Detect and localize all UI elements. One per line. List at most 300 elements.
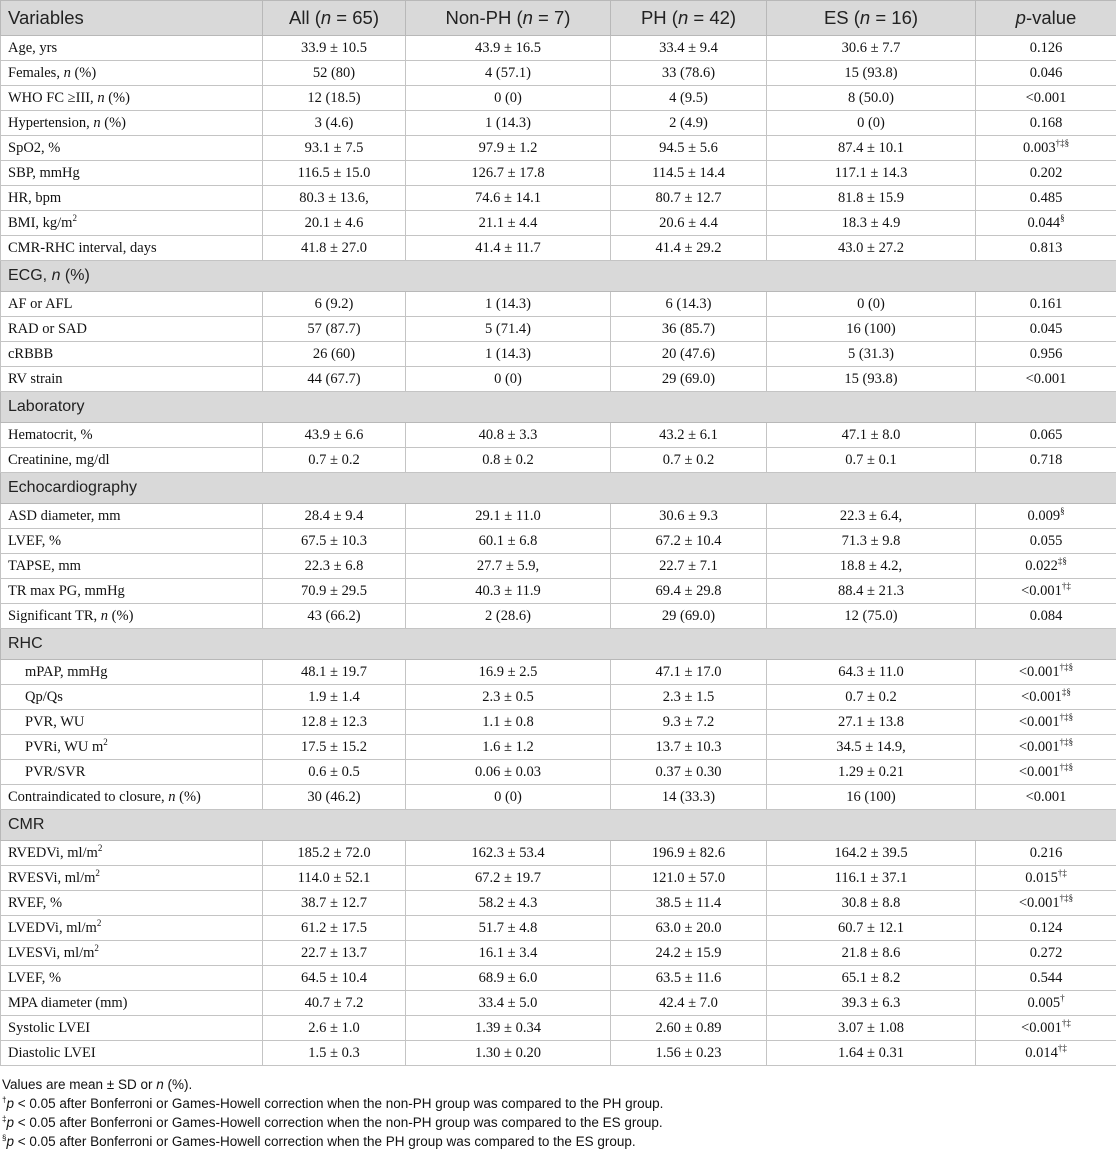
- header-variables: Variables: [1, 1, 263, 36]
- p-value-text: <0.001: [1018, 714, 1060, 730]
- cell-es: 5 (31.3): [767, 342, 976, 367]
- significance-marks: †‡: [1057, 868, 1067, 879]
- row-label: RAD or SAD: [1, 317, 263, 342]
- cell-es: 116.1 ± 37.1: [767, 866, 976, 891]
- cell-all: 2.6 ± 1.0: [263, 1016, 406, 1041]
- cell-all: 114.0 ± 52.1: [263, 866, 406, 891]
- section-header-row: [1, 261, 1116, 292]
- cell-non-ph: 1.1 ± 0.8: [406, 710, 611, 735]
- significance-marks: †‡§: [1059, 762, 1074, 773]
- cell-es: 164.2 ± 39.5: [767, 841, 976, 866]
- row-label: Contraindicated to closure, n (%): [1, 785, 263, 810]
- cell-all: 20.1 ± 4.6: [263, 211, 406, 236]
- cell-ph: 2.3 ± 1.5: [611, 685, 767, 710]
- cell-ph: 121.0 ± 57.0: [611, 866, 767, 891]
- significance-marks: †‡§: [1059, 712, 1074, 723]
- p-value-text: 0.015: [1025, 870, 1058, 886]
- table-row: [1, 529, 1116, 554]
- cell-ph: 20.6 ± 4.4: [611, 211, 767, 236]
- cell-all: 28.4 ± 9.4: [263, 504, 406, 529]
- section-header-row: [1, 473, 1116, 504]
- cell-non-ph: 1.39 ± 0.34: [406, 1016, 611, 1041]
- cell-es: 0.7 ± 0.1: [767, 448, 976, 473]
- cell-ph: 9.3 ± 7.2: [611, 710, 767, 735]
- p-value-text: <0.001: [1025, 90, 1067, 106]
- table-row: [1, 660, 1116, 685]
- cell-ph: 67.2 ± 10.4: [611, 529, 767, 554]
- cell-non-ph: 1.6 ± 1.2: [406, 735, 611, 760]
- section-header-row: [1, 629, 1116, 660]
- cell-es: 64.3 ± 11.0: [767, 660, 976, 685]
- cell-ph: 63.5 ± 11.6: [611, 966, 767, 991]
- cell-non-ph: 97.9 ± 1.2: [406, 136, 611, 161]
- p-value-text: 0.813: [1029, 240, 1063, 256]
- p-value-text: <0.001: [1018, 764, 1060, 780]
- cell-ph: 33.4 ± 9.4: [611, 36, 767, 61]
- cell-ph: 1.56 ± 0.23: [611, 1041, 767, 1066]
- cell-ph: 29 (69.0): [611, 367, 767, 392]
- cell-es: 15 (93.8): [767, 61, 976, 86]
- cell-non-ph: 1.30 ± 0.20: [406, 1041, 611, 1066]
- cell-all: 17.5 ± 15.2: [263, 735, 406, 760]
- row-label: HR, bpm: [1, 186, 263, 211]
- cell-p-value: [976, 916, 1116, 941]
- cell-p-value: [976, 1041, 1116, 1066]
- section-header-row: [1, 810, 1116, 841]
- cell-non-ph: 74.6 ± 14.1: [406, 186, 611, 211]
- cell-es: 1.64 ± 0.31: [767, 1041, 976, 1066]
- p-value-text: 0.124: [1029, 920, 1063, 936]
- cell-all: 52 (80): [263, 61, 406, 86]
- cell-p-value: [976, 685, 1116, 710]
- cell-ph: 41.4 ± 29.2: [611, 236, 767, 261]
- cell-all: 3 (4.6): [263, 111, 406, 136]
- cell-all: 12 (18.5): [263, 86, 406, 111]
- p-value-text: 0.014: [1025, 1045, 1058, 1061]
- table-body: [1, 36, 1116, 1066]
- p-value-text: <0.001: [1025, 371, 1067, 387]
- cell-es: 30.6 ± 7.7: [767, 36, 976, 61]
- cell-es: 3.07 ± 1.08: [767, 1016, 976, 1041]
- p-value-text: <0.001: [1021, 1020, 1062, 1036]
- p-value-text: <0.001: [1021, 583, 1062, 599]
- cell-p-value: [976, 111, 1116, 136]
- cell-all: 30 (46.2): [263, 785, 406, 810]
- cell-non-ph: 40.3 ± 11.9: [406, 579, 611, 604]
- cell-all: 185.2 ± 72.0: [263, 841, 406, 866]
- table-row: [1, 186, 1116, 211]
- cell-all: 22.7 ± 13.7: [263, 941, 406, 966]
- cell-non-ph: 2 (28.6): [406, 604, 611, 629]
- header-all: All (n = 65): [263, 1, 406, 36]
- cell-ph: 33 (78.6): [611, 61, 767, 86]
- cell-non-ph: 1 (14.3): [406, 111, 611, 136]
- p-value-text: 0.005: [1027, 995, 1061, 1011]
- significance-marks: †‡: [1061, 581, 1071, 592]
- row-label: Significant TR, n (%): [1, 604, 263, 629]
- footnote: †p < 0.05 after Bonferroni or Games-Howell correction when the non-PH group was compared to the PH group.: [2, 1095, 664, 1111]
- cell-es: 21.8 ± 8.6: [767, 941, 976, 966]
- p-value-text: <0.001: [1018, 895, 1060, 911]
- cell-p-value: [976, 186, 1116, 211]
- row-label: AF or AFL: [1, 292, 263, 317]
- cell-p-value: [976, 604, 1116, 629]
- cell-all: 33.9 ± 10.5: [263, 36, 406, 61]
- cell-p-value: [976, 448, 1116, 473]
- cell-es: 47.1 ± 8.0: [767, 423, 976, 448]
- cell-non-ph: 40.8 ± 3.3: [406, 423, 611, 448]
- table-row: [1, 966, 1116, 991]
- section-title: CMR: [1, 810, 1116, 841]
- cell-p-value: [976, 236, 1116, 261]
- cell-ph: 38.5 ± 11.4: [611, 891, 767, 916]
- cell-es: 22.3 ± 6.4,: [767, 504, 976, 529]
- cell-es: 34.5 ± 14.9,: [767, 735, 976, 760]
- table-row: [1, 61, 1116, 86]
- cell-ph: 196.9 ± 82.6: [611, 841, 767, 866]
- cell-es: 27.1 ± 13.8: [767, 710, 976, 735]
- table-row: [1, 604, 1116, 629]
- p-value-text: 0.055: [1029, 533, 1063, 549]
- cell-non-ph: 2.3 ± 0.5: [406, 685, 611, 710]
- significance-marks: †‡§: [1059, 893, 1074, 904]
- cell-non-ph: 58.2 ± 4.3: [406, 891, 611, 916]
- table-row: [1, 579, 1116, 604]
- cell-all: 80.3 ± 13.6,: [263, 186, 406, 211]
- p-value-text: 0.126: [1029, 40, 1063, 56]
- cell-p-value: [976, 966, 1116, 991]
- cell-ph: 0.7 ± 0.2: [611, 448, 767, 473]
- cell-non-ph: 41.4 ± 11.7: [406, 236, 611, 261]
- significance-marks: †‡§: [1059, 662, 1074, 673]
- cell-non-ph: 67.2 ± 19.7: [406, 866, 611, 891]
- cell-all: 6 (9.2): [263, 292, 406, 317]
- cell-ph: 13.7 ± 10.3: [611, 735, 767, 760]
- row-label: Systolic LVEI: [1, 1016, 263, 1041]
- row-label: Diastolic LVEI: [1, 1041, 263, 1066]
- section-title: ECG, n (%): [1, 261, 1116, 292]
- cell-ph: 0.37 ± 0.30: [611, 760, 767, 785]
- cell-es: 60.7 ± 12.1: [767, 916, 976, 941]
- cell-ph: 30.6 ± 9.3: [611, 504, 767, 529]
- p-value-text: 0.544: [1029, 970, 1063, 986]
- significance-marks: †: [1060, 993, 1065, 1004]
- significance-marks: †‡: [1057, 1043, 1067, 1054]
- cell-p-value: [976, 342, 1116, 367]
- cell-es: 0 (0): [767, 111, 976, 136]
- cell-ph: 20 (47.6): [611, 342, 767, 367]
- cell-p-value: [976, 760, 1116, 785]
- row-label: SpO2, %: [1, 136, 263, 161]
- row-label: LVEDVi, $ml/m^2$: [1, 916, 263, 941]
- cell-non-ph: 0 (0): [406, 785, 611, 810]
- table-row: [1, 866, 1116, 891]
- cell-es: 15 (93.8): [767, 367, 976, 392]
- significance-marks: ‡§: [1057, 556, 1067, 567]
- p-value-text: <0.001: [1018, 739, 1060, 755]
- cell-all: 1.9 ± 1.4: [263, 685, 406, 710]
- cell-non-ph: 1 (14.3): [406, 292, 611, 317]
- cell-p-value: [976, 660, 1116, 685]
- footnote: Values are mean ± SD or n (%).: [2, 1077, 193, 1092]
- row-label: RVESVi, $ml/m^2$: [1, 866, 263, 891]
- cell-non-ph: 33.4 ± 5.0: [406, 991, 611, 1016]
- cell-p-value: [976, 735, 1116, 760]
- p-value-text: 0.065: [1029, 427, 1063, 443]
- cell-all: 44 (67.7): [263, 367, 406, 392]
- cell-non-ph: 1 (14.3): [406, 342, 611, 367]
- cell-non-ph: 126.7 ± 17.8: [406, 161, 611, 186]
- table-row: [1, 916, 1116, 941]
- row-label: Females, n (%): [1, 61, 263, 86]
- cell-ph: 47.1 ± 17.0: [611, 660, 767, 685]
- cell-non-ph: 43.9 ± 16.5: [406, 36, 611, 61]
- cell-es: 16 (100): [767, 785, 976, 810]
- row-label: mPAP, mmHg: [1, 660, 263, 685]
- table-row: [1, 685, 1116, 710]
- table-row: [1, 554, 1116, 579]
- row-label: Creatinine, mg/dl: [1, 448, 263, 473]
- footnote: ‡p < 0.05 after Bonferroni or Games-Howell correction when the non-PH group was compared to the ES group.: [2, 1114, 663, 1130]
- cell-p-value: [976, 941, 1116, 966]
- cell-ph: 4 (9.5): [611, 86, 767, 111]
- cell-non-ph: 162.3 ± 53.4: [406, 841, 611, 866]
- cell-ph: 43.2 ± 6.1: [611, 423, 767, 448]
- table-row: [1, 785, 1116, 810]
- cell-es: 43.0 ± 27.2: [767, 236, 976, 261]
- table-row: [1, 111, 1116, 136]
- row-label: RV strain: [1, 367, 263, 392]
- table-row: [1, 841, 1116, 866]
- cell-ph: 69.4 ± 29.8: [611, 579, 767, 604]
- cell-ph: 24.2 ± 15.9: [611, 941, 767, 966]
- cell-all: 1.5 ± 0.3: [263, 1041, 406, 1066]
- row-label: TR max PG, mmHg: [1, 579, 263, 604]
- row-label: Hypertension, n (%): [1, 111, 263, 136]
- cell-non-ph: 16.1 ± 3.4: [406, 941, 611, 966]
- p-value-text: <0.001: [1021, 689, 1062, 705]
- table-row: [1, 1016, 1116, 1041]
- row-label: PVR, WU: [1, 710, 263, 735]
- p-value-text: 0.272: [1029, 945, 1063, 961]
- cell-all: 22.3 ± 6.8: [263, 554, 406, 579]
- cell-ph: 114.5 ± 14.4: [611, 161, 767, 186]
- cell-ph: 63.0 ± 20.0: [611, 916, 767, 941]
- section-title: RHC: [1, 629, 1116, 660]
- table-row: [1, 36, 1116, 61]
- p-value-text: 0.168: [1029, 115, 1063, 131]
- table-row: [1, 710, 1116, 735]
- header-es: ES (n = 16): [767, 1, 976, 36]
- p-value-text: 0.216: [1029, 845, 1063, 861]
- row-label: BMI, $kg/m^2$: [1, 211, 263, 236]
- cell-all: 0.6 ± 0.5: [263, 760, 406, 785]
- table-row: [1, 891, 1116, 916]
- table-row: [1, 735, 1116, 760]
- row-label: RVEDVi, $ml/m^2$: [1, 841, 263, 866]
- cell-ph: 29 (69.0): [611, 604, 767, 629]
- p-value-text: 0.161: [1029, 296, 1063, 312]
- p-value-text: <0.001: [1025, 789, 1067, 805]
- row-label: LVEF, %: [1, 529, 263, 554]
- cell-non-ph: 60.1 ± 6.8: [406, 529, 611, 554]
- cell-p-value: [976, 579, 1116, 604]
- p-value-text: 0.956: [1029, 346, 1063, 362]
- cell-p-value: [976, 423, 1116, 448]
- table-row: [1, 941, 1116, 966]
- cell-p-value: [976, 785, 1116, 810]
- table-row: [1, 504, 1116, 529]
- cell-all: 38.7 ± 12.7: [263, 891, 406, 916]
- table-footnotes: [0, 1066, 1116, 1151]
- cell-p-value: [976, 554, 1116, 579]
- cell-all: 41.8 ± 27.0: [263, 236, 406, 261]
- table-row: [1, 211, 1116, 236]
- p-value-text: 0.022: [1025, 558, 1058, 574]
- section-header-row: [1, 392, 1116, 423]
- p-value-text: 0.045: [1029, 321, 1063, 337]
- cell-es: 88.4 ± 21.3: [767, 579, 976, 604]
- cell-non-ph: 0.06 ± 0.03: [406, 760, 611, 785]
- cell-ph: 6 (14.3): [611, 292, 767, 317]
- cell-all: 64.5 ± 10.4: [263, 966, 406, 991]
- cell-ph: 22.7 ± 7.1: [611, 554, 767, 579]
- row-label: TAPSE, mm: [1, 554, 263, 579]
- p-value-text: 0.485: [1029, 190, 1063, 206]
- row-label: PVR/SVR: [1, 760, 263, 785]
- cell-non-ph: 5 (71.4): [406, 317, 611, 342]
- row-label: PVRi, WU $m^2$: [1, 735, 263, 760]
- cell-p-value: [976, 292, 1116, 317]
- table-row: [1, 367, 1116, 392]
- cell-all: 43.9 ± 6.6: [263, 423, 406, 448]
- cell-es: 0 (0): [767, 292, 976, 317]
- cell-es: 1.29 ± 0.21: [767, 760, 976, 785]
- cell-es: 117.1 ± 14.3: [767, 161, 976, 186]
- table-row: [1, 136, 1116, 161]
- cell-all: 48.1 ± 19.7: [263, 660, 406, 685]
- row-label: ASD diameter, mm: [1, 504, 263, 529]
- row-label: MPA diameter (mm): [1, 991, 263, 1016]
- section-title: Laboratory: [1, 392, 1116, 423]
- cell-ph: 36 (85.7): [611, 317, 767, 342]
- cell-es: 71.3 ± 9.8: [767, 529, 976, 554]
- row-label: Qp/Qs: [1, 685, 263, 710]
- significance-marks: §: [1060, 506, 1065, 517]
- section-title: Echocardiography: [1, 473, 1116, 504]
- cell-p-value: [976, 367, 1116, 392]
- cell-es: 18.3 ± 4.9: [767, 211, 976, 236]
- header-non-ph: Non-PH (n = 7): [406, 1, 611, 36]
- cell-non-ph: 16.9 ± 2.5: [406, 660, 611, 685]
- cell-all: 116.5 ± 15.0: [263, 161, 406, 186]
- cell-non-ph: 0 (0): [406, 86, 611, 111]
- table-row: [1, 991, 1116, 1016]
- cell-p-value: [976, 841, 1116, 866]
- header-ph: PH (n = 42): [611, 1, 767, 36]
- cell-ph: 14 (33.3): [611, 785, 767, 810]
- cell-es: 12 (75.0): [767, 604, 976, 629]
- cell-es: 39.3 ± 6.3: [767, 991, 976, 1016]
- significance-marks: †‡: [1061, 1018, 1071, 1029]
- row-label: LVEF, %: [1, 966, 263, 991]
- cell-ph: 94.5 ± 5.6: [611, 136, 767, 161]
- cell-all: 43 (66.2): [263, 604, 406, 629]
- cell-p-value: [976, 866, 1116, 891]
- cell-all: 0.7 ± 0.2: [263, 448, 406, 473]
- cell-p-value: [976, 161, 1116, 186]
- cell-es: 8 (50.0): [767, 86, 976, 111]
- cell-p-value: [976, 136, 1116, 161]
- cell-all: 40.7 ± 7.2: [263, 991, 406, 1016]
- p-value-text: 0.084: [1029, 608, 1063, 624]
- cell-non-ph: 68.9 ± 6.0: [406, 966, 611, 991]
- cell-p-value: [976, 504, 1116, 529]
- cell-p-value: [976, 86, 1116, 111]
- cell-es: 87.4 ± 10.1: [767, 136, 976, 161]
- row-label: cRBBB: [1, 342, 263, 367]
- p-value-text: 0.009: [1027, 508, 1061, 524]
- significance-marks: §: [1060, 213, 1065, 224]
- cell-p-value: [976, 529, 1116, 554]
- significance-marks: ‡§: [1061, 687, 1071, 698]
- cell-all: 12.8 ± 12.3: [263, 710, 406, 735]
- table-row: [1, 161, 1116, 186]
- table-row: [1, 236, 1116, 261]
- row-label: RVEF, %: [1, 891, 263, 916]
- cell-all: 26 (60): [263, 342, 406, 367]
- cell-es: 65.1 ± 8.2: [767, 966, 976, 991]
- cell-non-ph: 21.1 ± 4.4: [406, 211, 611, 236]
- cell-p-value: [976, 36, 1116, 61]
- cell-all: 61.2 ± 17.5: [263, 916, 406, 941]
- table-row: [1, 292, 1116, 317]
- cell-all: 67.5 ± 10.3: [263, 529, 406, 554]
- footnote: §p < 0.05 after Bonferroni or Games-Howell correction when the PH group was compared to the ES group.: [2, 1133, 636, 1149]
- cell-p-value: [976, 317, 1116, 342]
- table-header-row: [1, 1, 1116, 36]
- table-row: [1, 448, 1116, 473]
- cell-ph: 2.60 ± 0.89: [611, 1016, 767, 1041]
- cell-all: 70.9 ± 29.5: [263, 579, 406, 604]
- cell-es: 81.8 ± 15.9: [767, 186, 976, 211]
- p-value-text: <0.001: [1018, 664, 1060, 680]
- header-p-value: p-value: [976, 1, 1116, 36]
- cell-p-value: [976, 991, 1116, 1016]
- cell-es: 0.7 ± 0.2: [767, 685, 976, 710]
- table-row: [1, 760, 1116, 785]
- row-label: CMR-RHC interval, days: [1, 236, 263, 261]
- table-row: [1, 317, 1116, 342]
- cell-non-ph: 4 (57.1): [406, 61, 611, 86]
- row-label: SBP, mmHg: [1, 161, 263, 186]
- table-row: [1, 423, 1116, 448]
- cell-all: 93.1 ± 7.5: [263, 136, 406, 161]
- cell-ph: 42.4 ± 7.0: [611, 991, 767, 1016]
- significance-marks: †‡§: [1055, 138, 1070, 149]
- cell-non-ph: 0 (0): [406, 367, 611, 392]
- table-row: [1, 342, 1116, 367]
- cell-all: 57 (87.7): [263, 317, 406, 342]
- p-value-text: 0.046: [1029, 65, 1063, 81]
- cell-ph: 2 (4.9): [611, 111, 767, 136]
- p-value-text: 0.202: [1029, 165, 1063, 181]
- table-row: [1, 86, 1116, 111]
- cell-p-value: [976, 891, 1116, 916]
- cell-es: 16 (100): [767, 317, 976, 342]
- row-label: LVESVi, $ml/m^2$: [1, 941, 263, 966]
- cell-es: 30.8 ± 8.8: [767, 891, 976, 916]
